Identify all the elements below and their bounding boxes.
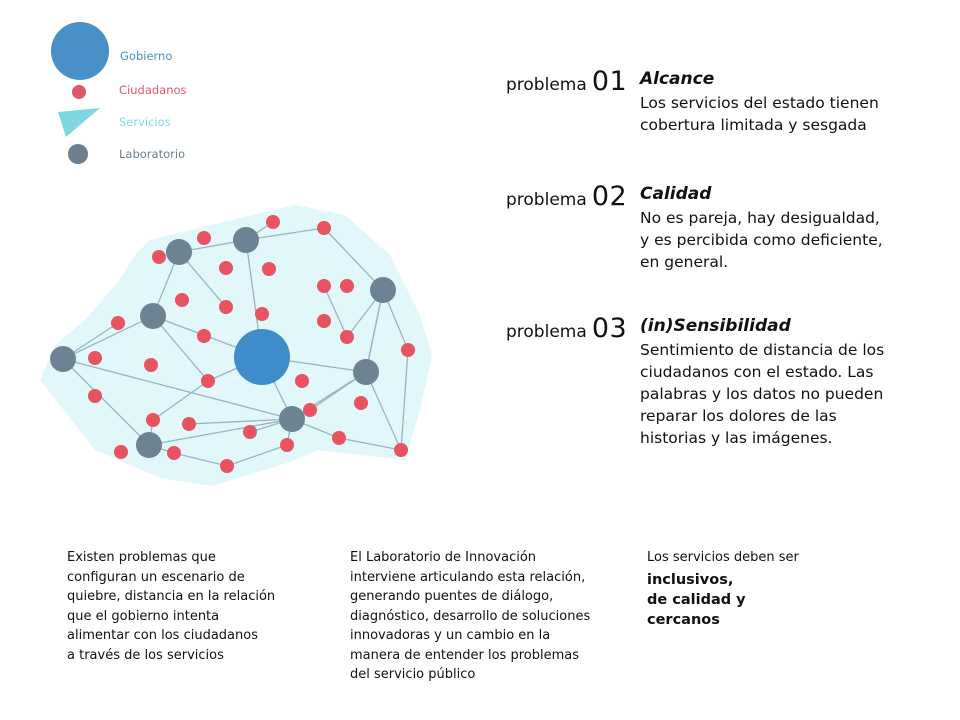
laboratorio-node: [50, 346, 76, 372]
ciudadano-node: [220, 459, 234, 473]
problem-03-title: (in)Sensibilidad: [640, 316, 791, 336]
problem-word: problema: [506, 322, 587, 342]
problem-01: [506, 66, 627, 97]
ciudadano-node: [280, 438, 294, 452]
ciudadano-node: [295, 374, 309, 388]
ciudadano-node: [201, 374, 215, 388]
problem-02-title: Calidad: [640, 184, 712, 204]
ciudadano-node: [152, 250, 166, 264]
ciudadano-node: [332, 431, 346, 445]
legend-servicios-label: Servicios: [119, 115, 171, 129]
laboratorio-node: [353, 359, 379, 385]
ciudadano-node: [317, 221, 331, 235]
ciudadano-node: [317, 279, 331, 293]
ciudadano-node: [401, 343, 415, 357]
problem-03: [506, 313, 627, 344]
problem-02-description: No es pareja, hay desigualdad, y es percibida como deficiente, en general.: [640, 209, 883, 271]
ciudadano-node: [182, 417, 196, 431]
caption-problems: Existen problemas que configuran un escenario de quiebre, distancia en la relación que el gobierno intenta alimentar con los ciudadanos a través de los servicios: [67, 550, 276, 663]
ciudadano-node: [243, 425, 257, 439]
ciudadano-node: [354, 396, 368, 410]
problem-01-description: Los servicios del estado tienen cobertura limitada y sesgada: [640, 94, 879, 134]
ciudadano-node: [219, 300, 233, 314]
laboratorio-node: [140, 303, 166, 329]
ciudadano-node: [197, 329, 211, 343]
legend-gobierno-label: Gobierno: [120, 49, 173, 63]
ciudadano-node: [340, 279, 354, 293]
caption-servicios-goals: inclusivos, de calidad y cercanos: [647, 572, 746, 628]
problem-word: problema: [506, 75, 587, 95]
caption-servicios-intro: Los servicios deben ser: [647, 550, 799, 565]
laboratorio-node: [166, 239, 192, 265]
ciudadano-node: [88, 389, 102, 403]
ciudadano-node: [197, 231, 211, 245]
laboratorio-node: [136, 432, 162, 458]
ciudadano-node: [255, 307, 269, 321]
ciudadano-node: [266, 215, 280, 229]
ciudadano-node: [340, 330, 354, 344]
problem-word: problema: [506, 190, 587, 210]
laboratorio-node: [233, 227, 259, 253]
problem-02: [506, 181, 627, 212]
legend-ciudadanos-icon: [72, 85, 86, 99]
ciudadano-node: [114, 445, 128, 459]
ciudadano-node: [303, 403, 317, 417]
laboratorio-node: [370, 277, 396, 303]
problem-number: 02: [591, 181, 628, 212]
problem-number: 01: [591, 66, 628, 97]
ciudadano-node: [175, 293, 189, 307]
legend-servicios-icon: [58, 108, 100, 137]
ciudadano-node: [317, 314, 331, 328]
ciudadano-node: [88, 351, 102, 365]
laboratorio-node: [279, 406, 305, 432]
ciudadano-node: [111, 316, 125, 330]
legend-laboratorio-icon: [68, 144, 88, 164]
ciudadano-node: [262, 262, 276, 276]
legend-laboratorio-label: Laboratorio: [119, 147, 186, 161]
legend: [51, 22, 187, 164]
ciudadano-node: [146, 413, 160, 427]
legend-gobierno-icon: [51, 22, 109, 80]
caption-laboratorio: El Laboratorio de Innovación interviene articulando esta relación, generando puentes de diálogo, diagnóstico, desarrollo de soluciones innovadoras y un cambio en la manera de entender los problemas del servicio público: [350, 550, 591, 682]
problem-01-title: Alcance: [640, 69, 715, 89]
ciudadano-node: [167, 446, 181, 460]
problem-03-description: Sentimiento de distancia de los ciudadanos con el estado. Las palabras y los datos no pueden reparar los dolores de las historias y las imágenes.: [640, 341, 885, 447]
ciudadano-node: [219, 261, 233, 275]
legend-ciudadanos-label: Ciudadanos: [119, 83, 187, 97]
ciudadano-node: [144, 358, 158, 372]
gobierno-node: [234, 329, 290, 385]
ciudadano-node: [394, 443, 408, 457]
problem-number: 03: [591, 313, 628, 344]
